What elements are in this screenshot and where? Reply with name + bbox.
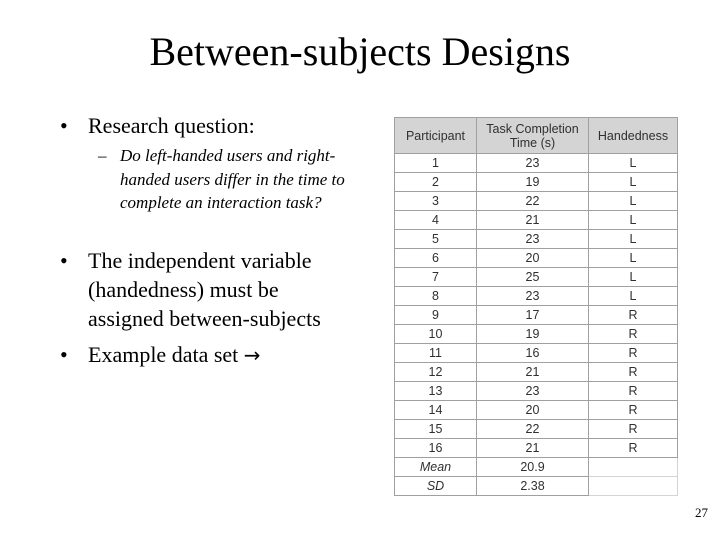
cell-handedness: L (589, 154, 678, 173)
cell-time: 19 (477, 173, 589, 192)
cell-participant: 12 (395, 363, 477, 382)
data-table-panel (394, 117, 677, 493)
cell-participant: 16 (395, 439, 477, 458)
table-row (395, 363, 678, 382)
cell-handedness: R (589, 344, 678, 363)
summary-row (395, 458, 678, 477)
cell-handedness: R (589, 306, 678, 325)
cell-time: 25 (477, 268, 589, 287)
table-row (395, 154, 678, 173)
cell-handedness: L (589, 249, 678, 268)
cell-handedness: R (589, 382, 678, 401)
table-row (395, 439, 678, 458)
cell-handedness: L (589, 268, 678, 287)
summary-value: 20.9 (477, 458, 589, 477)
table-row (395, 344, 678, 363)
table-row (395, 230, 678, 249)
summary-empty-cell (589, 458, 678, 477)
bullet-text-wrap (88, 340, 358, 370)
table-row (395, 401, 678, 420)
cell-participant: 3 (395, 192, 477, 211)
cell-participant: 7 (395, 268, 477, 287)
table-row (395, 249, 678, 268)
cell-participant: 11 (395, 344, 477, 363)
header-task-time: Task Completion Time (s) (477, 118, 589, 154)
table-row (395, 268, 678, 287)
bullet-text: The independent variable (handedness) must be assigned between-subjects (88, 248, 321, 331)
bullet-text: Example data set (88, 342, 239, 367)
cell-time: 21 (477, 439, 589, 458)
cell-handedness: L (589, 192, 678, 211)
table-header-row (395, 118, 678, 154)
table-row (395, 306, 678, 325)
summary-value: 2.38 (477, 477, 589, 496)
cell-time: 21 (477, 211, 589, 230)
table-row (395, 382, 678, 401)
cell-handedness: L (589, 211, 678, 230)
table-row (395, 173, 678, 192)
bullet-marker: • (60, 113, 68, 138)
data-table (394, 117, 678, 496)
sub-bullet-text: Do left-handed users and right-handed users differ in the time to complete an interaction task? (120, 146, 345, 212)
cell-time: 20 (477, 249, 589, 268)
cell-handedness: R (589, 363, 678, 382)
summary-row (395, 477, 678, 496)
cell-time: 23 (477, 230, 589, 249)
table-body (395, 154, 678, 496)
cell-time: 17 (477, 306, 589, 325)
bullet-marker: • (60, 342, 68, 367)
cell-participant: 4 (395, 211, 477, 230)
cell-time: 21 (477, 363, 589, 382)
cell-participant: 14 (395, 401, 477, 420)
cell-time: 23 (477, 287, 589, 306)
cell-time: 22 (477, 420, 589, 439)
cell-time: 19 (477, 325, 589, 344)
table-row (395, 325, 678, 344)
cell-participant: 6 (395, 249, 477, 268)
cell-participant: 5 (395, 230, 477, 249)
cell-handedness: L (589, 230, 678, 249)
bullet-marker: • (60, 248, 68, 273)
header-handedness: Handedness (589, 118, 678, 154)
cell-participant: 9 (395, 306, 477, 325)
cell-handedness: R (589, 401, 678, 420)
cell-time: 23 (477, 154, 589, 173)
table-row (395, 192, 678, 211)
cell-participant: 2 (395, 173, 477, 192)
table-row (395, 211, 678, 230)
cell-handedness: R (589, 325, 678, 344)
sub-bullet-marker: – (98, 146, 107, 165)
header-participant: Participant (395, 118, 477, 154)
cell-handedness: R (589, 439, 678, 458)
right-arrow-icon: → (243, 343, 261, 367)
cell-time: 16 (477, 344, 589, 363)
cell-participant: 1 (395, 154, 477, 173)
summary-label: Mean (395, 458, 477, 477)
cell-participant: 8 (395, 287, 477, 306)
cell-time: 23 (477, 382, 589, 401)
cell-handedness: L (589, 287, 678, 306)
table-row (395, 287, 678, 306)
cell-handedness: R (589, 420, 678, 439)
cell-time: 22 (477, 192, 589, 211)
table-row (395, 420, 678, 439)
summary-empty-cell (589, 477, 678, 496)
bullet-text: Research question: (88, 113, 255, 138)
summary-label: SD (395, 477, 477, 496)
cell-participant: 10 (395, 325, 477, 344)
slide-title: Between-subjects Designs (149, 29, 571, 74)
cell-handedness: L (589, 173, 678, 192)
cell-participant: 13 (395, 382, 477, 401)
page-number: 27 (695, 505, 708, 520)
cell-time: 20 (477, 401, 589, 420)
cell-participant: 15 (395, 420, 477, 439)
